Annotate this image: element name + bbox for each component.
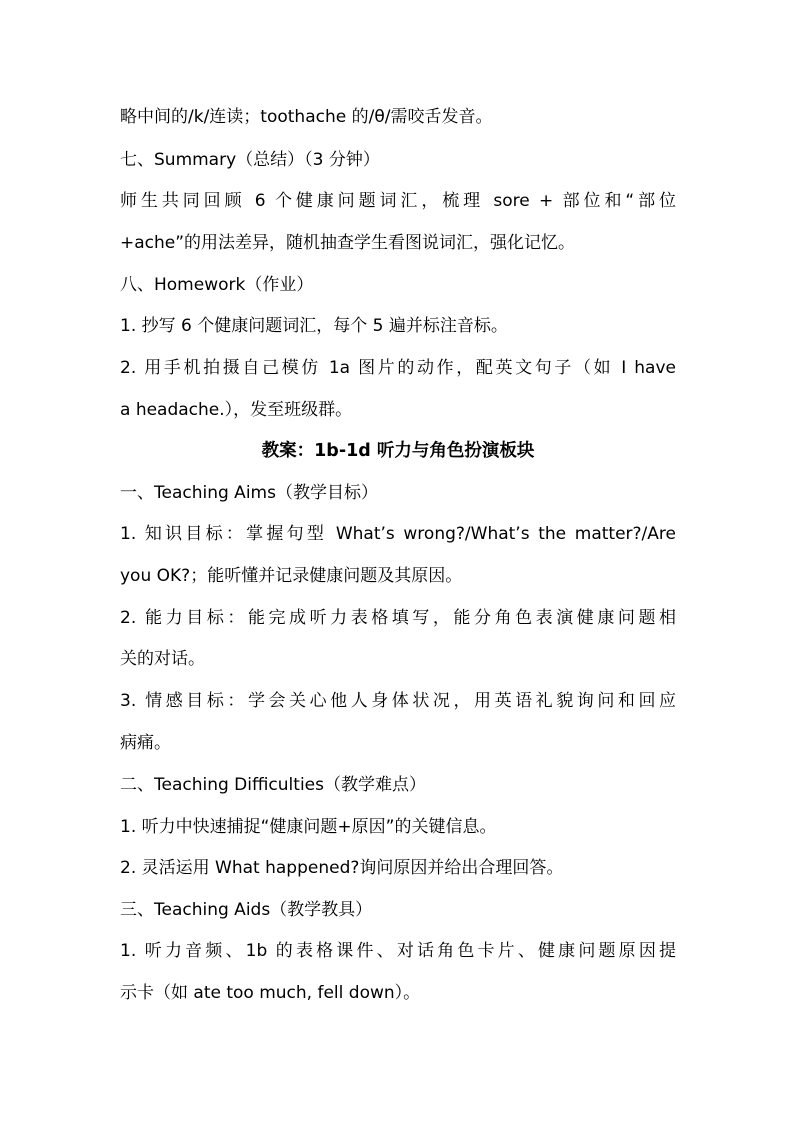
text-line: 示卡（如 ate too much, fell down）。 [120,983,421,1003]
list-item: 1. 听力中快速捕捉“健康问题+原因”的关键信息。 [120,817,497,837]
text-line: 略中间的/k/连读；toothache 的/θ/需咬舌发音。 [120,107,493,127]
list-item: 1. 听力音频、1b 的表格课件、对话角色卡片、健康问题原因提 [120,941,676,961]
text-line: 病痛。 [120,733,171,753]
text-line: +ache”的用法差异，随机抽查学生看图说词汇，强化记忆。 [120,233,576,253]
section-heading-difficulties: 二、Teaching Difficulties（教学难点） [120,775,426,795]
section-heading-aims: 一、Teaching Aims（教学目标） [120,483,378,503]
text-line: you OK?；能听懂并记录健康问题及其原因。 [120,566,463,586]
list-item: 2. 灵活运用 What happened?询问原因并给出合理回答。 [120,858,564,878]
text-line: 关的对话。 [120,649,205,669]
list-item: 1. 抄写 6 个健康问题词汇，每个 5 遍并标注音标。 [120,316,508,336]
section-heading-summary: 七、Summary（总结）（3 分钟） [120,150,380,170]
text-line: a headache.），发至班级群。 [120,400,353,420]
section-heading-aids: 三、Teaching Aids（教学教具） [120,900,373,920]
list-item: 1. 知识目标：掌握句型 What’s wrong?/What’s the matter?/Are [120,524,676,544]
text-line: 师生共同回顾 6 个健康问题词汇，梳理 sore + 部位和“部位 [120,191,676,211]
list-item: 3. 情感目标：学会关心他人身体状况，用英语礼貌询问和回应 [120,691,676,711]
section-heading-homework: 八、Homework（作业） [120,275,314,295]
list-item: 2. 能力目标：能完成听力表格填写，能分角色表演健康问题相 [120,608,676,628]
lesson-plan-title: 教案：1b-1d 听力与角色扮演板块 [261,441,535,461]
list-item: 2. 用手机拍摄自己模仿 1a 图片的动作，配英文句子（如 I have [120,358,676,378]
